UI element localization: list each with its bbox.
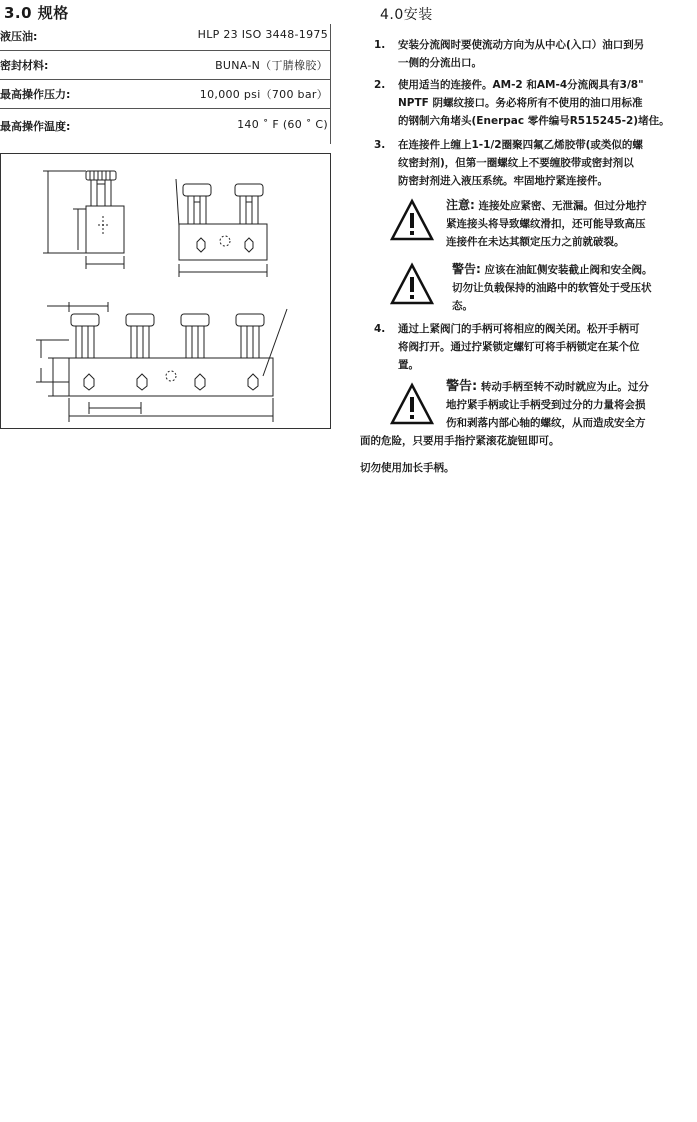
- installation-title: 4.0安装: [380, 7, 433, 23]
- step-line: 一侧的分流出口。: [398, 57, 482, 69]
- warning-label: 警告:: [452, 262, 481, 276]
- four-valve-manifold-view: [36, 302, 287, 422]
- warning-line: 地拧紧手柄或让手柄受到过分的力量将会损: [446, 399, 646, 411]
- warning-label: 警告:: [446, 379, 478, 394]
- warning-note-2: [446, 378, 690, 432]
- caution-label: 注意:: [446, 198, 475, 212]
- step-line: NPTF 阴螺纹接口。务必将所有不使用的油口用标准: [398, 97, 643, 109]
- step-line: 使用适当的连接件。AM-2 和AM-4分流阀具有3/8": [398, 79, 644, 91]
- spec-row-pressure: [0, 82, 330, 109]
- spec-row-fluid: [0, 24, 330, 51]
- warning-triangle-icon: [390, 198, 434, 242]
- spec-row-seal: [0, 53, 330, 80]
- spec-value: 140 ˚ F (60 ˚ C): [237, 118, 328, 131]
- step-line: 通过上紧阀门的手柄可将相应的阀关闭。松开手柄可: [398, 323, 640, 335]
- warning-line: 应该在油缸侧安装截止阀和安全阀。: [484, 264, 653, 276]
- two-valve-manifold-view: [176, 179, 267, 277]
- step-number: 1.: [374, 39, 386, 51]
- spec-value: 10,000 psi（700 bar）: [199, 88, 328, 101]
- step-number: 3.: [374, 139, 386, 151]
- warning-triangle-icon: [390, 382, 434, 426]
- warning-line: 连接件在未达其额定压力之前就破裂。: [446, 236, 625, 248]
- spec-label: 最高操作温度:: [0, 120, 71, 133]
- caution-note: [446, 196, 686, 251]
- warning-line: 态。: [452, 300, 473, 312]
- valve-drawing-svg: [1, 154, 332, 430]
- step-number: 2.: [374, 79, 386, 91]
- warning-line: 面的危险，只要用手指拧紧滚花旋钮即可。: [360, 435, 560, 447]
- step-line: 防密封剂进入液压系统。牢固地拧紧连接件。: [398, 175, 608, 187]
- step-line: 的钢制六角堵头(Enerpac 零件编号R515245-2)堵住。: [398, 115, 670, 127]
- valve-dimension-drawing: [0, 153, 331, 429]
- warning-line: 转动手柄至转不动时就应为止。过分: [480, 381, 649, 393]
- warning-note-2-continued: [360, 432, 690, 450]
- step-line: 安装分流阀时要使流动方向为从中心(入口）油口到另: [398, 39, 645, 51]
- step-line: 置。: [398, 359, 419, 371]
- spec-table-border: [330, 24, 331, 144]
- warning-line: 切勿让负载保持的油路中的软管处于受压状: [452, 282, 652, 294]
- warning-note-1: [452, 260, 688, 315]
- warning-line: 伤和剥落内部心轴的螺纹，从而造成安全方: [446, 417, 646, 429]
- extension-handle-note: 切勿使用加长手柄。: [360, 462, 455, 474]
- specifications-title: 3.0 规格: [4, 4, 69, 22]
- spec-row-temperature: [0, 114, 330, 140]
- spec-label: 液压油:: [0, 30, 38, 43]
- single-valve-side-view: [43, 171, 124, 269]
- spec-label: 密封材料:: [0, 59, 49, 72]
- step-line: 在连接件上缠上1-1/2圈聚四氟乙烯胶带(或类似的螺: [398, 139, 643, 151]
- spec-value: BUNA-N（丁腈橡胶）: [215, 59, 328, 72]
- spec-label: 最高操作压力:: [0, 88, 71, 101]
- warning-line: 连接处应紧密、无泄漏。但过分地拧: [478, 200, 647, 212]
- step-number: 4.: [374, 323, 386, 335]
- step-line: 纹密封剂)，但第一圈螺纹上不要缠胶带或密封剂以: [398, 157, 634, 169]
- warning-triangle-icon: [390, 262, 434, 306]
- spec-value: HLP 23 ISO 3448-1975: [197, 28, 328, 41]
- warning-line: 紧连接头将导致螺纹滑扣，还可能导致高压: [446, 218, 646, 230]
- step-line: 将阀打开。通过拧紧锁定螺钉可将手柄锁定在某个位: [398, 341, 640, 353]
